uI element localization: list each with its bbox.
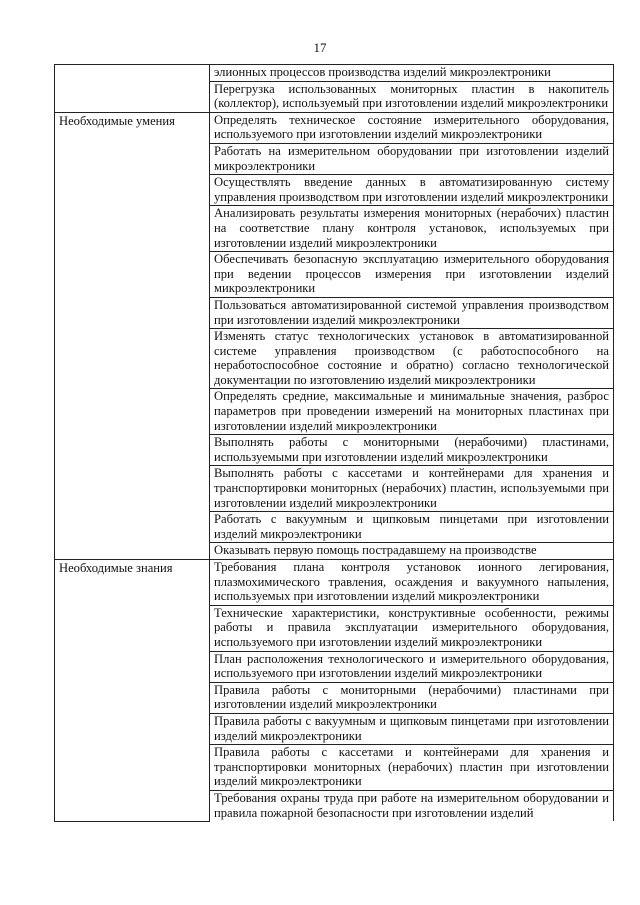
table-cell: Правила работы с мониторными (нерабочими) пластинами при изготовлении изделий микроэлектроники xyxy=(210,682,614,713)
table-cell: Обеспечивать безопасную эксплуатацию измерительного оборудования при ведении процессов измерения при изготовлении изделий микроэлектроники xyxy=(210,252,614,298)
row-label-skills: Необходимые умения xyxy=(55,112,210,559)
table-cell: Правила работы с кассетами и контейнерами для хранения и транспортировки мониторных (нерабочих) пластин при изготовлении изделий микроэлектроники xyxy=(210,745,614,791)
row-label xyxy=(55,65,210,113)
table-cell: Правила работы с вакуумным и щипковым пинцетами при изготовлении изделий микроэлектроники xyxy=(210,713,614,744)
table-cell: Технические характеристики, конструктивные особенности, режимы работы и правила эксплуатации измерительного оборудования, используемого при изготовлении изделий микроэлектроники xyxy=(210,605,614,651)
table-cell: Требования охраны труда при работе на измерительном оборудовании и правила пожарной безопасности при изготовлении изделий xyxy=(210,790,614,821)
row-label-knowledge: Необходимые знания xyxy=(55,560,210,822)
table-cell: Перегрузка использованных мониторных пластин в накопитель (коллектор), используемый при изготовлении изделий микроэлектроники xyxy=(210,81,614,112)
table-cell: элионных процессов производства изделий микроэлектроники xyxy=(210,65,614,82)
table-cell: Работать на измерительном оборудовании при изготовлении изделий микроэлектроники xyxy=(210,143,614,174)
table-cell: Оказывать первую помощь пострадавшему на производстве xyxy=(210,543,614,560)
table-cell: Работать с вакуумным и щипковым пинцетами при изготовлении изделий микроэлектроники xyxy=(210,512,614,543)
table-cell: План расположения технологического и измерительного оборудования, используемого при изготовлении изделий микроэлектроники xyxy=(210,651,614,682)
table-cell: Требования плана контроля установок ионного легирования, плазмохимического травления, осаждения и вакуумного напыления, используемых при изготовлении изделий микроэлектроники xyxy=(210,560,614,606)
requirements-table xyxy=(54,64,614,822)
table-cell: Осуществлять введение данных в автоматизированную систему управления производством при изготовлении изделий микроэлектроники xyxy=(210,175,614,206)
table-row xyxy=(55,65,614,82)
table-cell: Выполнять работы с мониторными (нерабочими) пластинами, используемыми при изготовлении изделий микроэлектроники xyxy=(210,435,614,466)
table-cell: Пользоваться автоматизированной системой управления производством при изготовлении изделий микроэлектроники xyxy=(210,297,614,328)
page-number: 17 xyxy=(313,40,327,55)
table-cell: Анализировать результаты измерения мониторных (нерабочих) пластин на соответствие плану контроля установок, используемых при изготовлении изделий микроэлектроники xyxy=(210,206,614,252)
table-cell: Изменять статус технологических установок в автоматизированной системе управления производством (с работоспособного на неработоспособное состояние и обратно) согласно технологической документации по изготовлению изделий микроэлектроники xyxy=(210,329,614,389)
table-cell: Определять средние, максимальные и минимальные значения, разброс параметров при проведении измерений на мониторных пластинах при изготовлении изделий микроэлектроники xyxy=(210,389,614,435)
table-cell: Определять техническое состояние измерительного оборудования, используемого при изготовлении изделий микроэлектроники xyxy=(210,112,614,143)
table-cell: Выполнять работы с кассетами и контейнерами для хранения и транспортировки мониторных (нерабочих) пластин, используемыми при изготовлении изделий микроэлектроники xyxy=(210,466,614,512)
table-row xyxy=(55,112,614,143)
table-row xyxy=(55,560,614,606)
